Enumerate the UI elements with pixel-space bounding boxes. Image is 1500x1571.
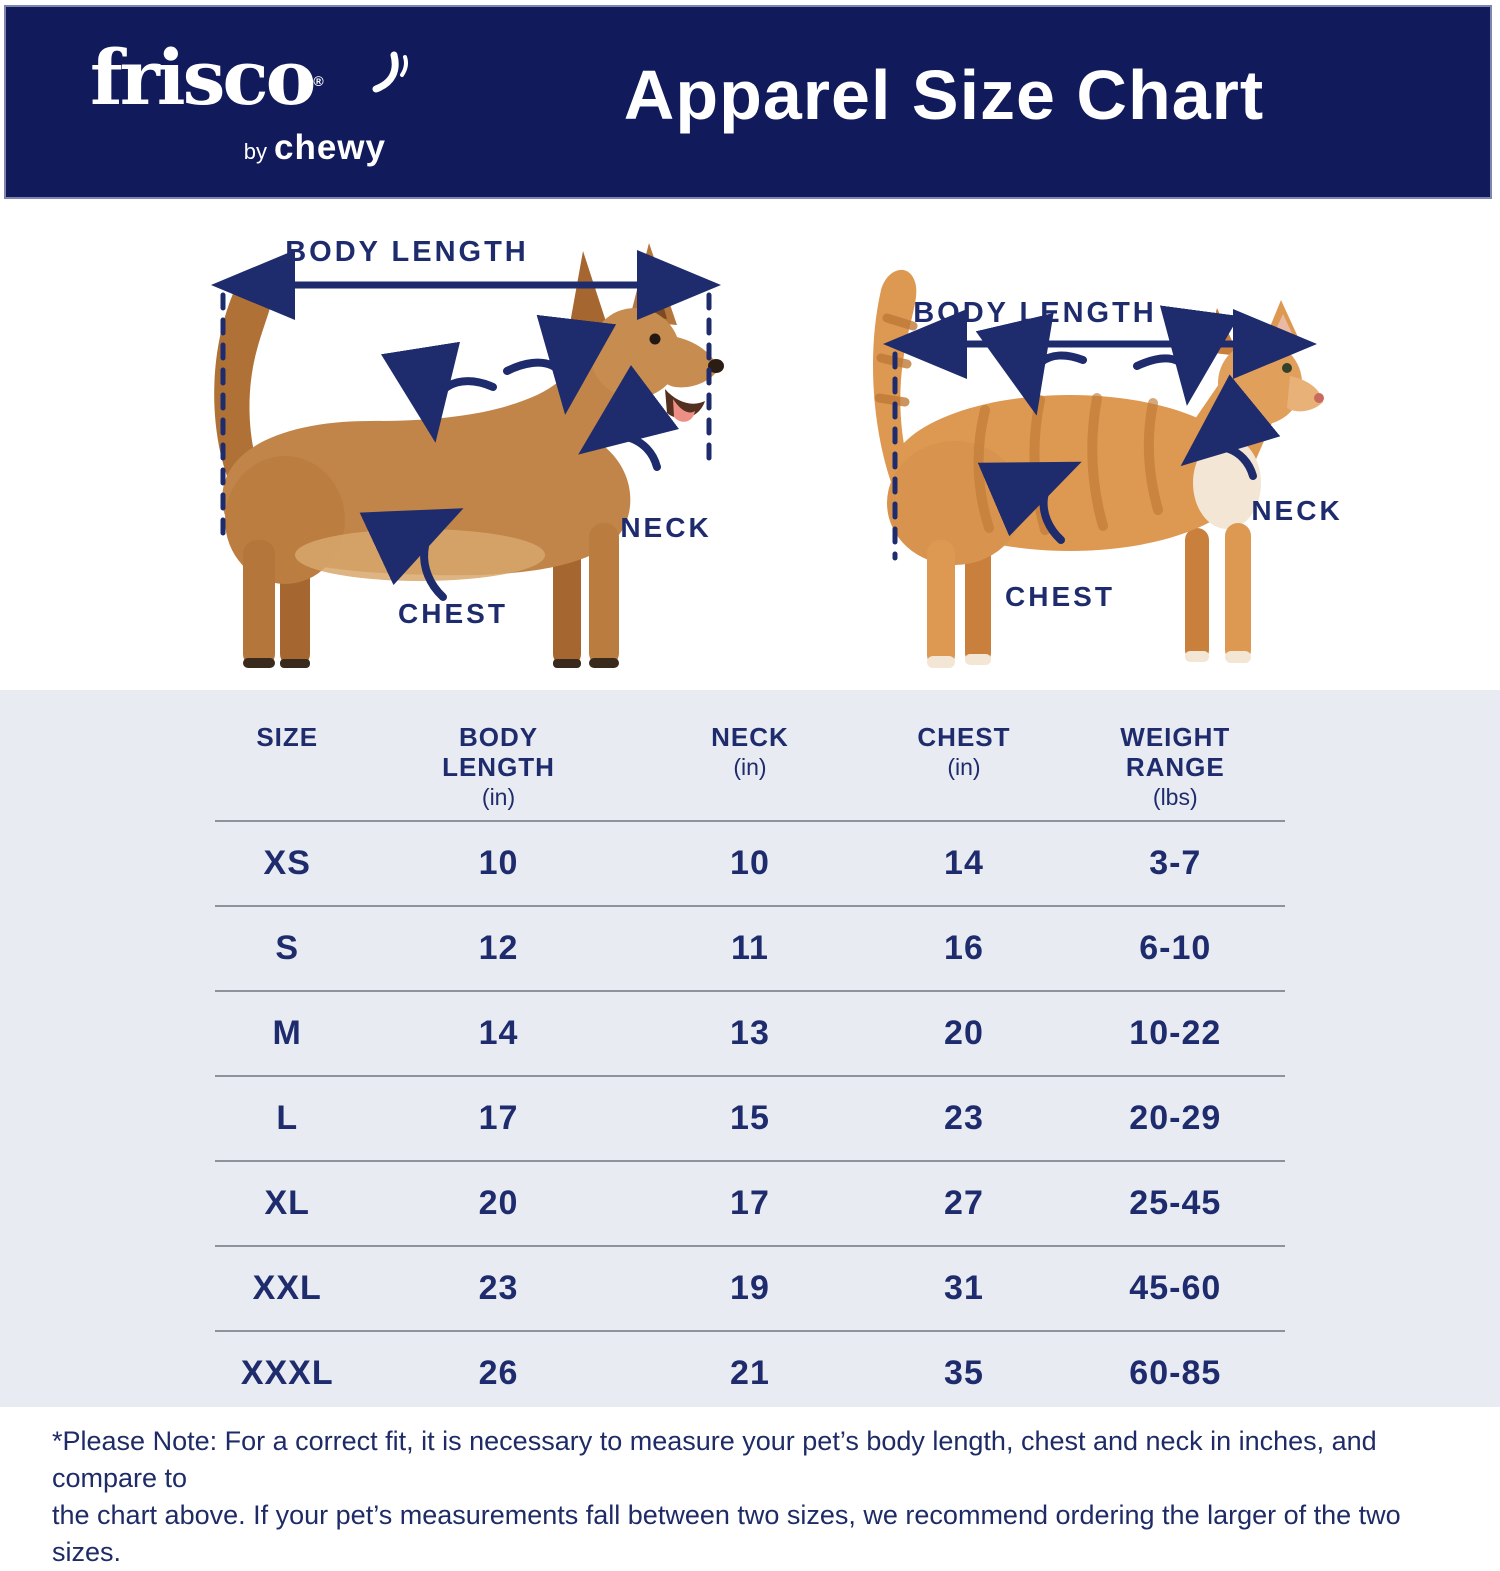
brand-name: frisco <box>90 33 314 122</box>
footnote-section <box>0 1407 1500 1567</box>
cat-back-arrow <box>1031 355 1083 400</box>
cat-body-length-label: BODY LENGTH <box>913 297 1157 329</box>
table-header-row <box>215 690 1285 822</box>
column-header-weight-range: WEIGHT RANGE (lbs) <box>1120 722 1231 810</box>
measurement-diagrams <box>0 201 1500 690</box>
cell-weight: 45-60 <box>1129 1269 1222 1307</box>
cell-body-length: 10 <box>478 844 519 882</box>
table-row-xxl <box>215 1245 1285 1330</box>
tail-swoosh-icon <box>372 49 412 95</box>
byline-chewy: chewy <box>274 128 386 167</box>
footnote <box>52 1423 1452 1571</box>
table-row-xs <box>215 822 1285 905</box>
column-header-chest: CHEST (in) <box>917 722 1011 780</box>
cell-weight: 3-7 <box>1149 844 1202 882</box>
frisco-logo <box>90 35 400 168</box>
cell-body-length: 14 <box>478 1014 519 1052</box>
cell-chest: 14 <box>944 844 984 882</box>
table-row-xxxl <box>215 1330 1285 1415</box>
cell-chest: 35 <box>944 1354 984 1392</box>
column-header-neck: NECK (in) <box>711 722 789 780</box>
table-row-l <box>215 1075 1285 1160</box>
cell-size: XXL <box>252 1269 322 1307</box>
cell-chest: 23 <box>944 1099 984 1137</box>
dog-neck-label: NECK <box>620 512 712 543</box>
byline-by: by <box>243 139 267 164</box>
dog-illustration <box>185 225 725 685</box>
cat-illustration <box>835 228 1355 680</box>
cell-neck: 11 <box>730 929 769 967</box>
byline <box>90 128 400 168</box>
table-row-m <box>215 990 1285 1075</box>
cell-body-length: 23 <box>478 1269 519 1307</box>
cat-chest-label: CHEST <box>1005 581 1115 612</box>
cell-neck: 15 <box>730 1099 770 1137</box>
size-table-section <box>0 690 1500 1407</box>
cell-size: M <box>272 1014 302 1052</box>
cell-weight: 10-22 <box>1129 1014 1222 1052</box>
column-header-size: SIZE <box>256 722 319 752</box>
column-header-body-length: BODY LENGTH (in) <box>442 722 555 810</box>
dog-chest-label: CHEST <box>398 598 508 629</box>
cell-neck: 17 <box>730 1184 770 1222</box>
brand-wordmark <box>90 35 400 124</box>
header <box>4 5 1492 199</box>
cat-shoulder-arrow <box>1137 358 1189 390</box>
cell-size: L <box>276 1099 299 1137</box>
size-table <box>215 690 1285 1415</box>
cell-weight: 6-10 <box>1139 929 1212 967</box>
table-row-xl <box>215 1160 1285 1245</box>
cell-weight: 20-29 <box>1129 1099 1222 1137</box>
cell-neck: 10 <box>730 844 770 882</box>
dog-body-length-label: BODY LENGTH <box>285 236 529 268</box>
cell-neck: 13 <box>730 1014 770 1052</box>
cell-size: XS <box>263 844 311 882</box>
cell-chest: 16 <box>944 929 984 967</box>
footnote-line-2: the chart above. If your pet’s measurements fall between two sizes, we recommend ordering the larger of the two sizes. <box>52 1500 1401 1567</box>
cell-neck: 21 <box>730 1354 770 1392</box>
cell-body-length: 26 <box>478 1354 519 1392</box>
cell-body-length: 20 <box>478 1184 519 1222</box>
cell-size: XXXL <box>240 1354 334 1392</box>
page-title: Apparel Size Chart <box>623 56 1265 134</box>
cell-body-length: 12 <box>478 929 519 967</box>
cell-weight: 60-85 <box>1129 1354 1222 1392</box>
registered-mark: ® <box>313 73 324 89</box>
cell-weight: 25-45 <box>1129 1184 1222 1222</box>
cell-chest: 31 <box>944 1269 984 1307</box>
cat-neck-label: NECK <box>1251 495 1343 526</box>
cell-body-length: 17 <box>478 1099 519 1137</box>
cell-size: XL <box>264 1184 310 1222</box>
cell-chest: 20 <box>944 1014 984 1052</box>
footnote-line-1: *Please Note: For a correct fit, it is necessary to measure your pet’s body length, chest and neck in inches, and compare to <box>52 1426 1377 1493</box>
cell-size: S <box>275 929 300 967</box>
table-row-s <box>215 905 1285 990</box>
cell-neck: 19 <box>730 1269 770 1307</box>
cell-chest: 27 <box>944 1184 984 1222</box>
